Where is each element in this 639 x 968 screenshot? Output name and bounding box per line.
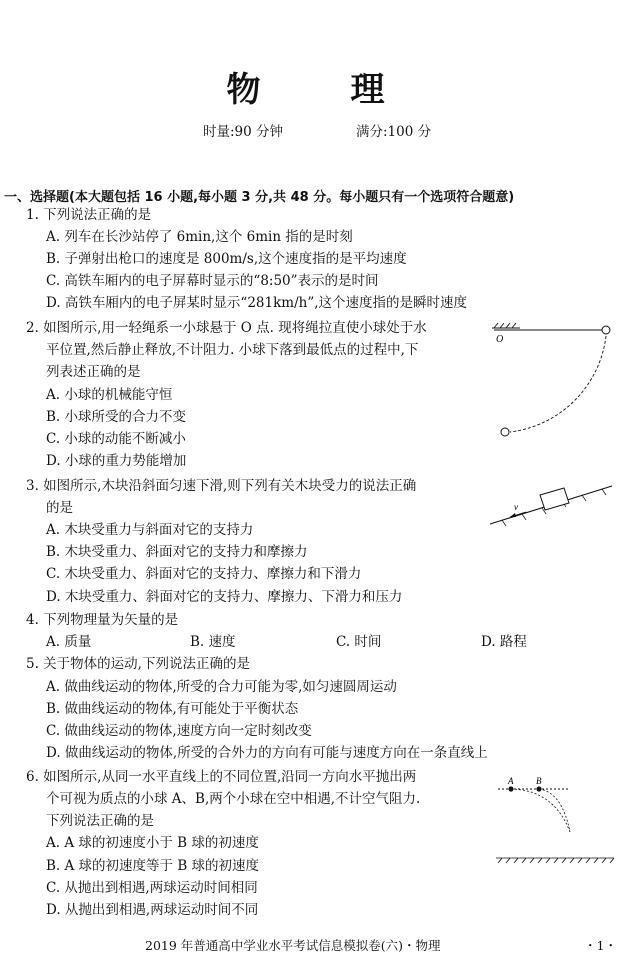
question-6-option-a: A. A 球的初速度小于 B 球的初速度: [46, 835, 259, 851]
velocity-label: v: [514, 502, 518, 512]
question-2-option-b: B. 小球所受的合力不变: [46, 409, 187, 425]
exam-time: 时量:90 分钟: [203, 124, 284, 140]
question-6-stem-line-3: 下列说法正确的是: [46, 813, 154, 829]
exam-score: 满分:100 分: [356, 124, 432, 140]
question-2-option-d: D. 小球的重力势能增加: [46, 453, 187, 469]
projectile-figure: [492, 770, 627, 870]
question-4-option-b: B. 速度: [190, 634, 236, 650]
question-2-stem-line-1: 2. 如图所示,用一轻绳系一小球悬于 O 点. 现将绳拉直使小球处于水: [26, 320, 427, 336]
page-title: 物 理: [226, 70, 413, 110]
question-5-option-c: C. 做曲线运动的物体,速度方向一定时刻改变: [46, 723, 312, 739]
question-1-option-a: A. 列车在长沙站停了 6min,这个 6min 指的是时刻: [46, 229, 353, 245]
question-5-option-a: A. 做曲线运动的物体,所受的合力可能为零,如匀速圆周运动: [46, 679, 397, 695]
incline-figure: [488, 480, 618, 530]
question-6-stem-line-2: 个可视为质点的小球 A、B,两个小球在空中相遇,不计空气阻力.: [46, 791, 421, 807]
ball-lowest: [501, 428, 509, 436]
question-3-option-d: D. 木块受重力、斜面对它的支持力、摩擦力、下滑力和压力: [46, 589, 403, 605]
question-3-option-b: B. 木块受重力、斜面对它的支持力和摩擦力: [46, 544, 308, 560]
pivot-label: O: [496, 334, 504, 345]
question-2-stem-line-3: 列表述正确的是: [46, 364, 141, 380]
ball-start: [602, 326, 610, 334]
question-6-option-d: D. 从抛出到相遇,两球运动时间不同: [46, 902, 259, 918]
swing-path: [510, 336, 606, 432]
trajectory-a: [511, 789, 570, 832]
question-1-stem: 1. 下列说法正确的是: [26, 207, 152, 223]
ball-a-label: A: [508, 776, 514, 786]
footer-exam-name: 2019 年普通高中学业水平考试信息模拟卷(六)・物理: [145, 938, 441, 953]
question-4-option-c: C. 时间: [336, 634, 382, 650]
question-5-option-b: B. 做曲线运动的物体,有可能处于平衡状态: [46, 701, 299, 717]
question-6-stem-line-1: 6. 如图所示,从同一水平直线上的不同位置,沿同一方向水平抛出两: [26, 769, 417, 785]
velocity-arrowhead: [510, 513, 516, 517]
question-6-option-b: B. A 球的初速度等于 B 球的初速度: [46, 858, 260, 874]
ceiling-hatch: [492, 323, 520, 328]
question-2-option-c: C. 小球的动能不断减小: [46, 431, 186, 447]
question-2-stem-line-2: 平位置,然后静止释放,不计阻力. 小球下落到最低点的过程中,下: [46, 342, 419, 358]
footer-page-number: ・1・: [584, 938, 617, 953]
question-6-option-c: C. 从抛出到相遇,两球运动时间相同: [46, 880, 258, 896]
trajectory-b: [539, 789, 570, 832]
ground-hatch: [496, 858, 614, 863]
question-3-stem-line-2: 的是: [46, 500, 73, 516]
question-5-stem: 5. 关于物体的运动,下列说法正确的是: [26, 656, 250, 672]
question-5-option-d: D. 做曲线运动的物体,所受的合外力的方向有可能与速度方向在一条直线上: [46, 745, 488, 761]
wooden-block: [540, 488, 569, 510]
question-4-option-d: D. 路程: [481, 634, 527, 650]
pendulum-figure: [490, 318, 620, 448]
question-3-option-a: A. 木块受重力与斜面对它的支持力: [46, 522, 254, 538]
question-1-option-b: B. 子弹射出枪口的速度是 800m/s,这个速度指的是平均速度: [46, 251, 407, 267]
question-2-option-a: A. 小球的机械能守恒: [46, 387, 173, 403]
ball-b-label: B: [536, 776, 542, 786]
question-4-option-a: A. 质量: [46, 634, 92, 650]
section-heading: 一、选择题(本大题包括 16 小题,每小题 3 分,共 48 分。每小题只有一个选项符合题意): [4, 190, 515, 205]
question-1-option-c: C. 高铁车厢内的电子屏幕时显示的“8:50”表示的是时间: [46, 273, 379, 289]
question-3-option-c: C. 木块受重力、斜面对它的支持力、摩擦力和下滑力: [46, 566, 362, 582]
question-1-option-d: D. 高铁车厢内的电子屏某时显示“281km/h”,这个速度指的是瞬时速度: [46, 295, 468, 311]
question-4-stem: 4. 下列物理量为矢量的是: [26, 612, 179, 628]
question-3-stem-line-1: 3. 如图所示,木块沿斜面匀速下滑,则下列有关木块受力的说法正确: [26, 478, 417, 494]
